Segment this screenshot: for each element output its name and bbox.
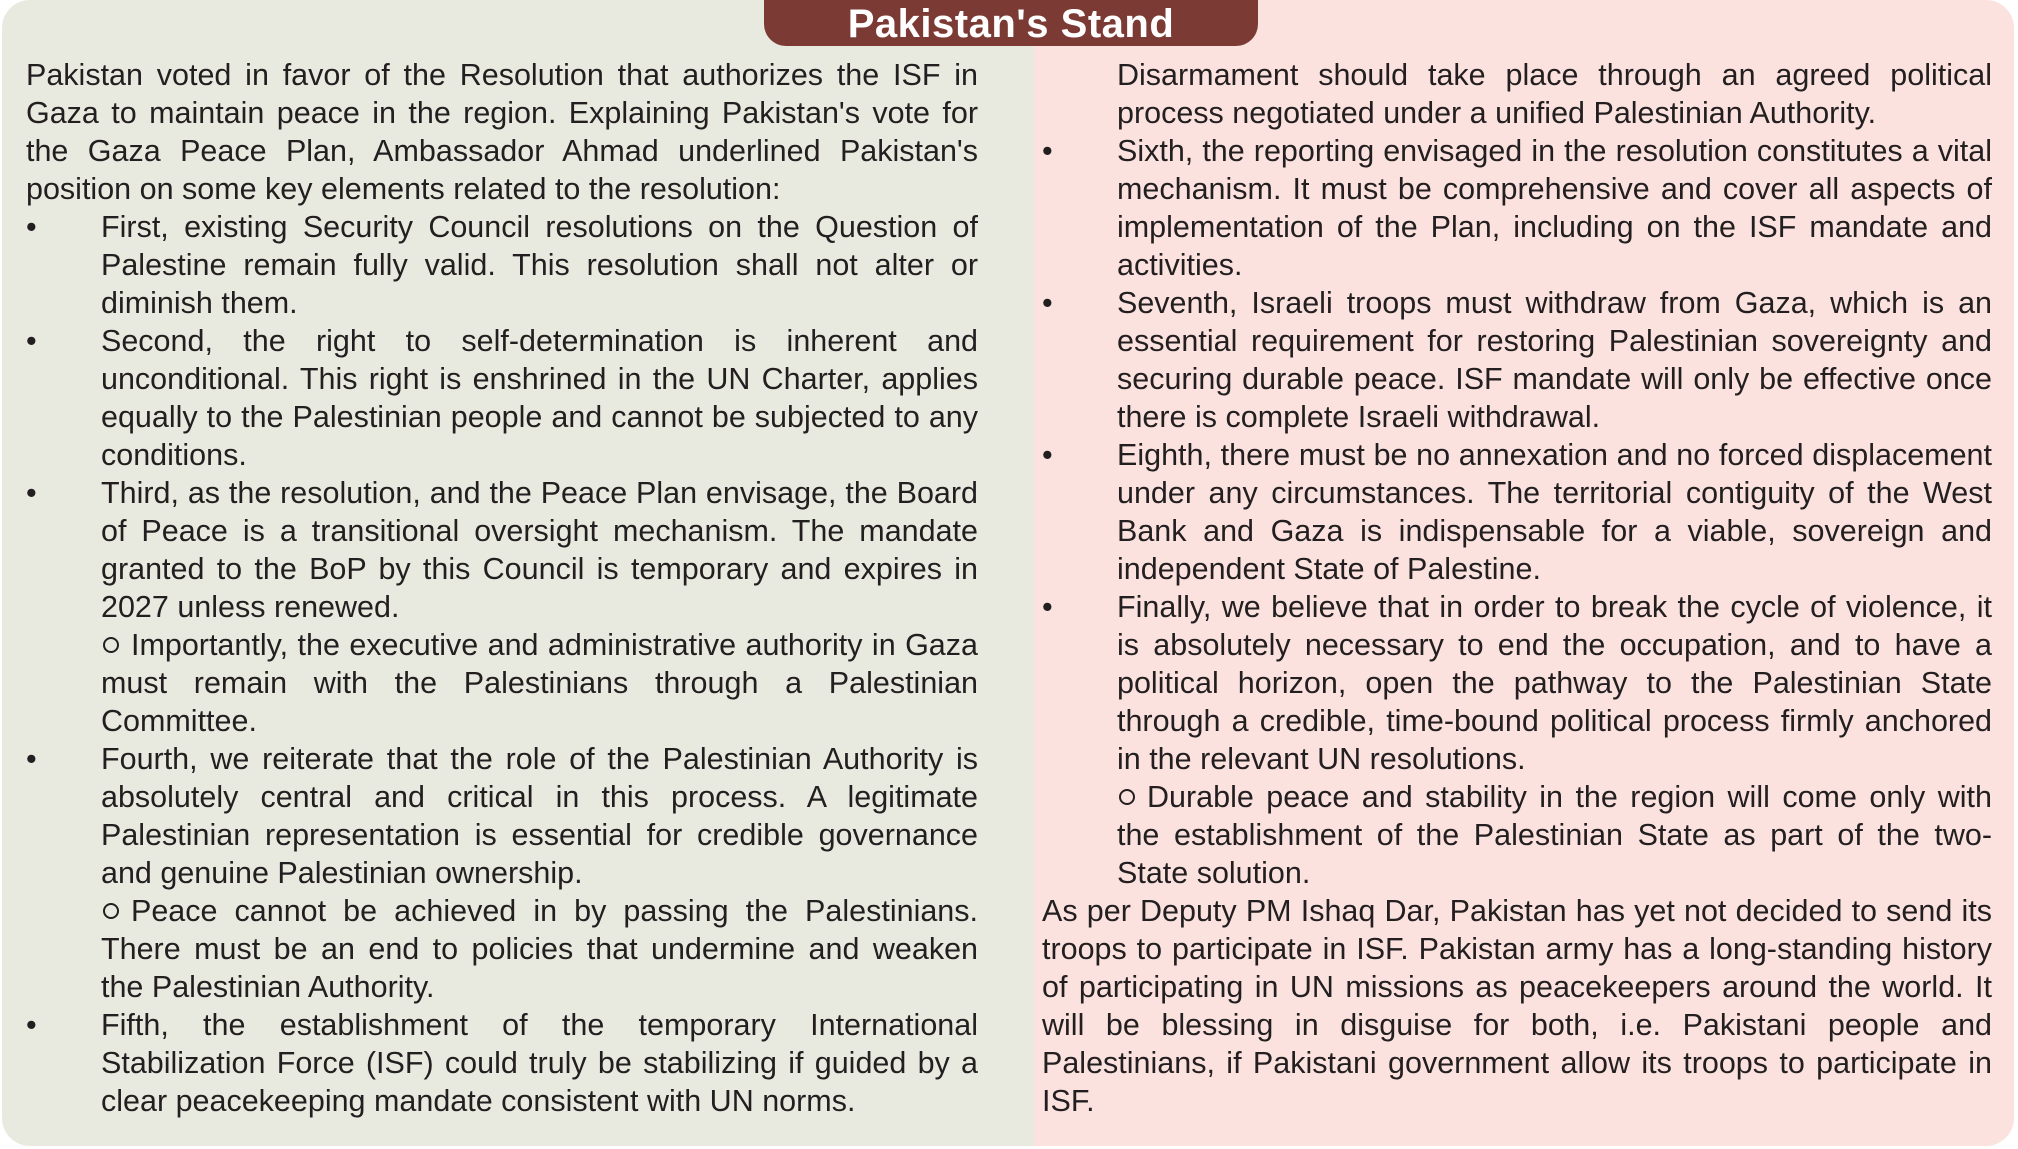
bullet-item-finally: • Finally, we believe that in order to break the cycle of violence, it is absolutely necessary to end the occupation, and to have a political horizon, open the pathway to the Palestinian State through a credible, time-bound political process firmly anchored in the relevant UN resolutions.: [1042, 590, 1992, 776]
bullet-icon: •: [1042, 590, 1053, 624]
circle-bullet-icon: [103, 637, 119, 653]
bullet-item-seventh: • Seventh, Israeli troops must withdraw from Gaza, which is an essential requirement for restoring Palestinian sovereignty and securing durable peace. ISF mandate will only be effective once there is complete Israeli withdrawal.: [1042, 286, 1992, 434]
bullet-icon: •: [26, 1008, 37, 1042]
bullet-item-fourth: • Fourth, we reiterate that the role of the Palestinian Authority is absolutely central and critical in this process. A legitimate Palestinian representation is essential for credible governance and genuine Palestinian ownership.: [26, 742, 978, 890]
bullet-icon: •: [1042, 134, 1053, 168]
sub-bullet-item: Importantly, the executive and administrative authority in Gaza must remain with the Palestinians through a Palestinian Committee.: [101, 628, 978, 738]
bullet-icon: •: [26, 210, 37, 244]
bullet-icon: •: [1042, 286, 1053, 320]
info-panel: [2, 0, 2014, 1146]
bullet-icon: •: [1042, 438, 1053, 472]
panel-title: Pakistan's Stand: [764, 0, 1258, 46]
circle-bullet-icon: [1119, 789, 1135, 805]
bullet-icon: •: [26, 476, 37, 510]
bullet-icon: •: [26, 324, 37, 358]
bullet-item-first: • First, existing Security Council resolutions on the Question of Palestine remain fully valid. This resolution shall not alter or diminish them.: [26, 210, 978, 320]
bullet-icon: •: [26, 742, 37, 776]
bullet-item-second: • Second, the right to self-determination is inherent and unconditional. This right is enshrined in the UN Charter, applies equally to the Palestinian people and cannot be subjected to any conditions.: [26, 324, 978, 472]
sub-bullet-item: Peace cannot be achieved in by passing the Palestinians. There must be an end to policies that undermine and weaken the Palestinian Authority.: [101, 894, 978, 1004]
sub-bullet-item: Durable peace and stability in the region will come only with the establishment of the Palestinian State as part of the two-State solution.: [1117, 780, 1992, 890]
closing-paragraph: As per Deputy PM Ishaq Dar, Pakistan has yet not decided to send its troops to participate in ISF. Pakistan army has a long-standing history of participating in UN missions as peacekeepers around the world. It will be blessing in disguise for both, i.e. Pakistani people and Palestinians, if Pakistani government allow its troops to participate in ISF.: [1042, 894, 1992, 1118]
intro-paragraph: Pakistan voted in favor of the Resolution that authorizes the ISF in Gaza to maintain peace in the region. Explaining Pakistan's vote for the Gaza Peace Plan, Ambassador Ahmad underlined Pakistan's position on some key elements related to the resolution:: [26, 58, 978, 206]
circle-bullet-icon: [103, 903, 119, 919]
bullet-item-third: • Third, as the resolution, and the Peace Plan envisage, the Board of Peace is a transitional oversight mechanism. The mandate granted to the BoP by this Council is temporary and expires in 2027 unless renewed.: [26, 476, 978, 624]
bullet-item-eighth: • Eighth, there must be no annexation and no forced displacement under any circumstances. The territorial contiguity of the West Bank and Gaza is indispensable for a viable, sovereign and independent State of Palestine.: [1042, 438, 1992, 586]
bullet-item-sixth: • Sixth, the reporting envisaged in the resolution constitutes a vital mechanism. It must be comprehensive and cover all aspects of implementation of the Plan, including on the ISF mandate and activities.: [1042, 134, 1992, 282]
left-column: [26, 56, 978, 1120]
right-column: [1042, 56, 1992, 1120]
continued-text: Disarmament should take place through an agreed political process negotiated under a unified Palestinian Authority.: [1117, 58, 1992, 130]
bullet-item-fifth: • Fifth, the establishment of the temporary International Stabilization Force (ISF) could truly be stabilizing if guided by a clear peacekeeping mandate consistent with UN norms.: [26, 1008, 978, 1118]
